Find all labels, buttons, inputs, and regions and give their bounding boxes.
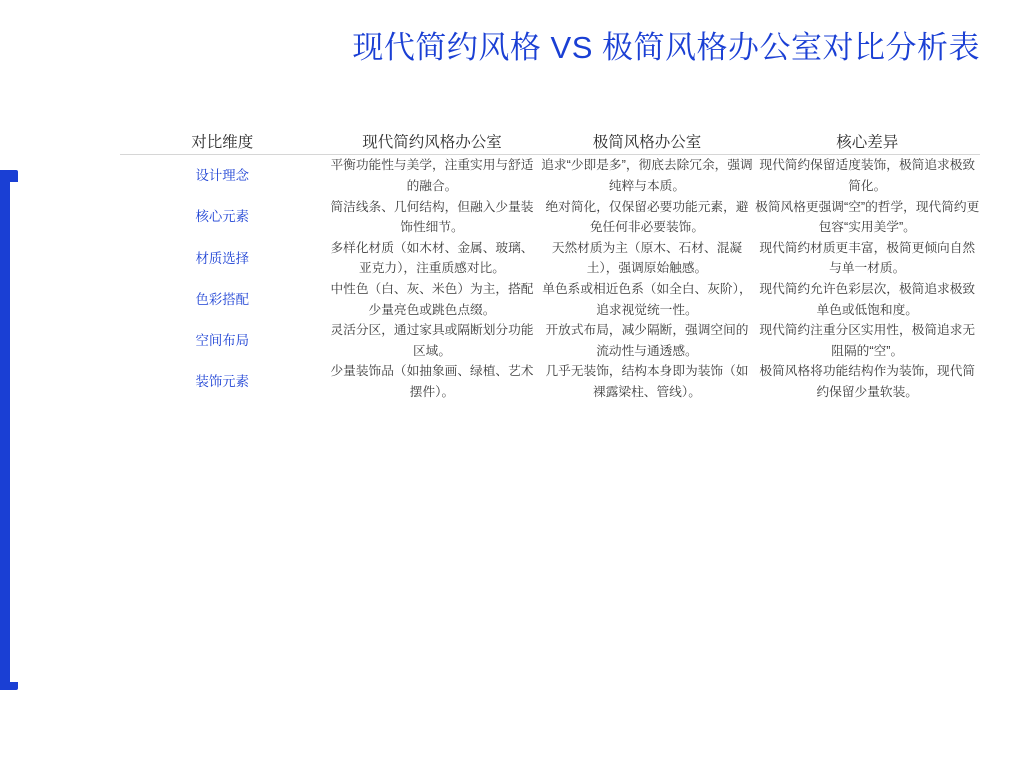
cell-difference: 现代简约保留适度装饰，极简追求极致简化。 [759,158,976,194]
cell-dimension: 色彩搭配 [195,291,250,307]
left-accent-bar-inner [10,182,18,682]
cell-dimension: 材质选择 [195,250,250,266]
table-row [120,320,980,361]
cell-minimal: 天然材质为主（原木、石材、混凝土），强调原始触感。 [551,240,743,276]
cell-modern: 中性色（白、灰、米色）为主，搭配少量亮色或跳色点缀。 [330,281,534,317]
cell-difference: 现代简约注重分区实用性，极简追求无阻隔的“空”。 [759,323,976,358]
table-row [120,197,980,238]
cell-difference: 现代简约材质更丰富，极简更倾向自然与单一材质。 [759,240,976,276]
cell-minimal: 追求“少即是多”，彻底去除冗余，强调纯粹与本质。 [541,158,753,194]
cell-modern: 简洁线条、几何结构，但融入少量装饰性细节。 [330,199,534,235]
table-row [120,279,980,320]
column-header-modern: 现代简约风格办公室 [325,132,540,155]
cell-modern: 平衡功能性与美学，注重实用与舒适的融合。 [330,158,534,194]
table-row [120,155,980,197]
table-header [120,132,980,155]
cell-difference: 极简风格更强调“空”的哲学，现代简约更包容“实用美学”。 [755,199,980,235]
cell-dimension: 空间布局 [195,332,250,348]
cell-difference: 极简风格将功能结构作为装饰，现代简约保留少量软装。 [759,364,976,399]
comparison-table-container [120,132,980,402]
table-header-row [120,132,980,155]
cell-modern: 多样化材质（如木材、金属、玻璃、亚克力），注重质感对比。 [330,240,534,276]
cell-modern: 少量装饰品（如抽象画、绿植、艺术摆件）。 [330,364,534,399]
cell-minimal: 绝对简化，仅保留必要功能元素，避免任何非必要装饰。 [545,199,749,235]
cell-dimension: 设计理念 [195,168,250,184]
column-header-dimension: 对比维度 [120,132,325,155]
table-row [120,238,980,279]
cell-minimal: 开放式布局，减少隔断，强调空间的流动性与通透感。 [545,323,749,358]
column-header-minimal: 极简风格办公室 [539,132,754,155]
table-row [120,361,980,402]
comparison-table [120,132,980,402]
table-body [120,155,980,402]
cell-minimal: 单色系或相近色系（如全白、灰阶），追求视觉统一性。 [542,281,752,317]
column-header-difference: 核心差异 [754,132,980,155]
cell-difference: 现代简约允许色彩层次，极简追求极致单色或低饱和度。 [759,281,976,317]
cell-modern: 灵活分区，通过家具或隔断划分功能区域。 [330,323,534,358]
cell-dimension: 装饰元素 [195,373,250,389]
cell-dimension: 核心元素 [195,209,250,225]
page-title: 现代简约风格 VS 极简风格办公室对比分析表 [352,30,980,65]
cell-minimal: 几乎无装饰，结构本身即为装饰（如裸露梁柱、管线）。 [545,364,749,399]
